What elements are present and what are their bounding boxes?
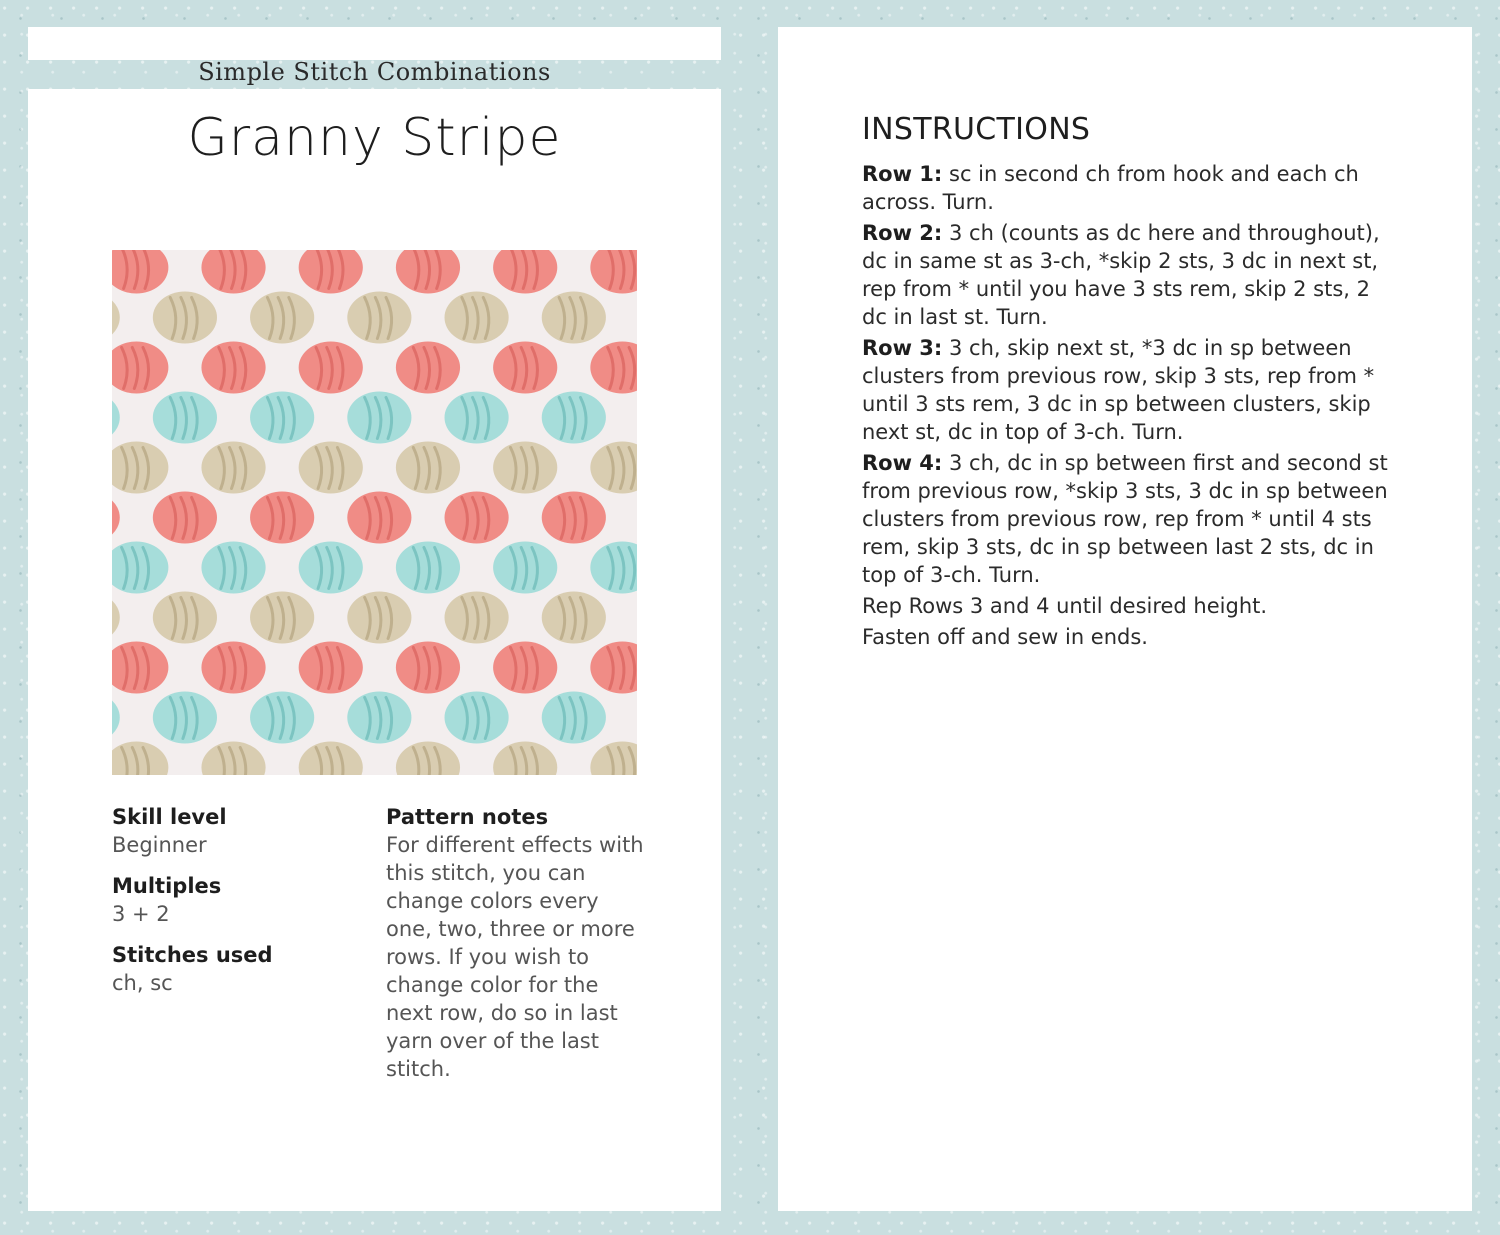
row-4-text: 3 ch, dc in sp between first and second st from previous row, *skip 3 sts, 3 dc in sp between clusters from previous row, rep from * until 4 sts rem, skip 3 sts, dc in sp between last 2 sts, dc in top of 3-ch. Turn. [862,451,1388,587]
row-1-text: sc in second ch from hook and each ch across. Turn. [862,162,1359,214]
swatch-cluster [347,492,411,544]
swatch-cluster [493,442,557,494]
stitches-used-label: Stitches used [112,943,273,967]
swatch-cluster [153,692,217,744]
swatch-cluster [445,492,509,544]
swatch-cluster [445,292,509,344]
row-3-text: 3 ch, skip next st, *3 dc in sp between clusters from previous row, skip 3 sts, rep from * until 3 sts rem, 3 dc in sp between clusters, skip next st, dc in top of 3-ch. Turn. [862,336,1375,444]
swatch-cluster [396,642,460,694]
swatch-cluster [250,592,314,644]
swatch-cluster [347,692,411,744]
instruction-row-4 [862,449,1397,589]
pattern-info-left [112,803,362,1010]
swatch-cluster [493,542,557,594]
swatch-cluster [347,292,411,344]
swatch-cluster [299,442,363,494]
stitches-used-value: ch, sc [112,971,173,995]
instructions-heading: INSTRUCTIONS [862,112,1091,147]
swatch-cluster [250,292,314,344]
swatch-cluster [542,392,606,444]
row-2-label: Row 2: [862,221,943,245]
swatch-cluster [250,692,314,744]
pattern-notes-text: For different effects with this stitch, you can change colors every one, two, three or more rows. If you wish to change color for the next row, do so in last yarn over of the last stitch. [386,833,644,1081]
swatch-cluster [493,342,557,394]
swatch-cluster [153,392,217,444]
row-2-text: 3 ch (counts as dc here and throughout), dc in same st as 3-ch, *skip 2 sts, 3 dc in next st, rep from * until you have 3 sts rem, skip 2 sts, 2 dc in last st. Turn. [862,221,1380,329]
swatch-cluster [299,342,363,394]
page-title: Granny Stripe [187,108,562,168]
swatch-cluster [201,442,265,494]
swatch-cluster [201,342,265,394]
swatch-cluster [493,642,557,694]
instruction-finish: Fasten off and sew in ends. [862,625,1148,649]
swatch-cluster [153,292,217,344]
swatch-cluster [542,692,606,744]
swatch-cluster [201,642,265,694]
swatch-cluster [299,642,363,694]
swatch-cluster [396,442,460,494]
swatch-cluster [445,692,509,744]
swatch-cluster [347,392,411,444]
swatch-cluster [396,342,460,394]
running-head: Simple Stitch Combinations [198,58,551,86]
swatch-cluster [299,542,363,594]
swatch-cluster [153,492,217,544]
swatch-cluster [542,492,606,544]
skill-level-value: Beginner [112,833,207,857]
swatch-cluster [201,542,265,594]
swatch-cluster [445,592,509,644]
multiples-value: 3 + 2 [112,902,170,926]
swatch-cluster [250,392,314,444]
instruction-repeat: Rep Rows 3 and 4 until desired height. [862,594,1268,618]
multiples-label: Multiples [112,874,222,898]
instruction-row-1 [862,160,1397,216]
instruction-row-3 [862,334,1397,446]
swatch-cluster [542,592,606,644]
swatch-cluster [153,592,217,644]
skill-level-label: Skill level [112,805,227,829]
pattern-notes-label: Pattern notes [386,805,549,829]
swatch-cluster [445,392,509,444]
left-page-top-strip [28,27,721,60]
instruction-row-2 [862,219,1397,331]
row-1-label: Row 1: [862,162,943,186]
pattern-notes [386,803,648,1083]
swatch-cluster [542,292,606,344]
row-4-label: Row 4: [862,451,943,475]
instructions-body [862,160,1397,654]
crochet-swatch-photo [112,250,637,775]
swatch-cluster [250,492,314,544]
row-3-label: Row 3: [862,336,943,360]
swatch-cluster [347,592,411,644]
swatch-cluster [396,542,460,594]
